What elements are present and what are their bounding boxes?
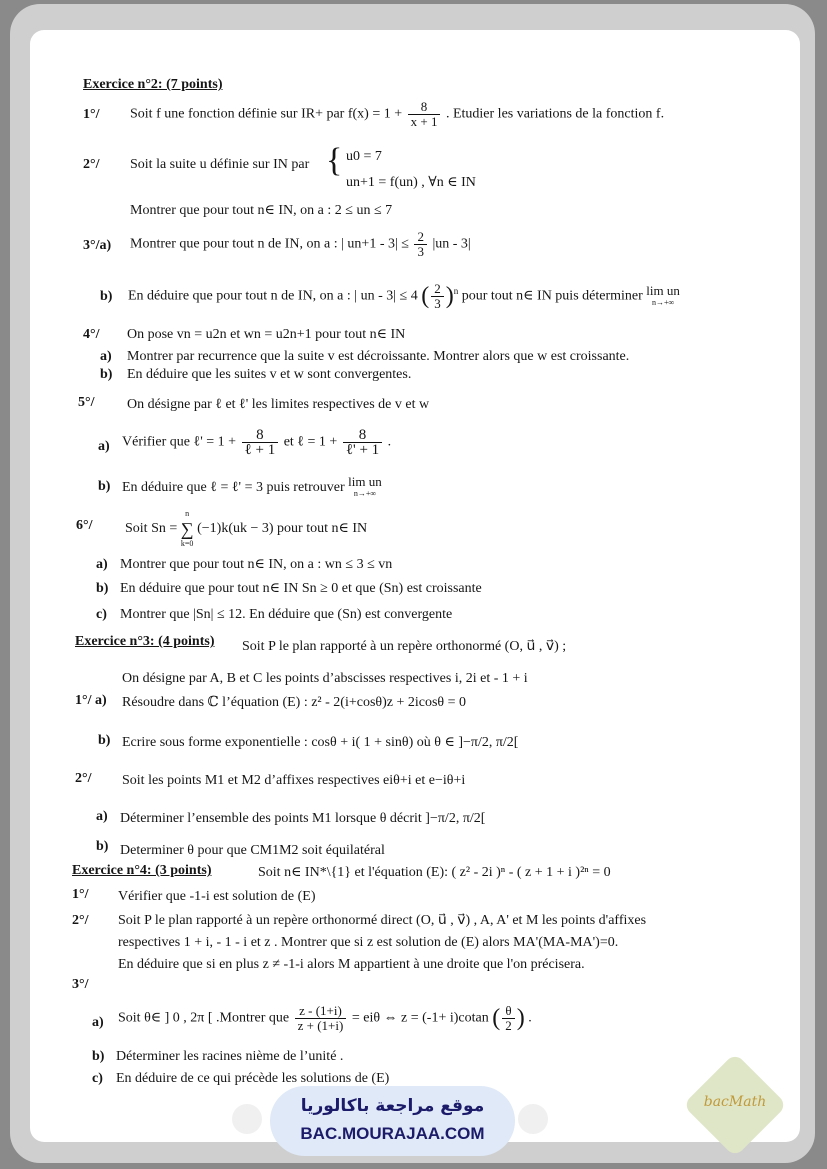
ex2-q4a-text: Montrer par recurrence que la suite v est décroissante. Montrer alors que w est croissante. bbox=[127, 349, 630, 364]
ex4-q3a-number: a) bbox=[92, 1015, 104, 1030]
sum-bottom: k=0 bbox=[180, 539, 194, 548]
ex3-q2a-text: Déterminer l’ensemble des points M1 lorsque θ décrit bbox=[120, 811, 422, 826]
ex2-q4b-number: b) bbox=[100, 367, 113, 382]
ex2-q4b-text: En déduire que les suites v et w sont convergentes. bbox=[127, 367, 412, 382]
sum-symbol bbox=[181, 508, 194, 550]
ex2-q1-text: Soit f une fonction définie sur IR+ par f(x) = 1 + bbox=[130, 106, 403, 122]
ex3-q1b bbox=[122, 734, 518, 751]
frac-num: z - (1+i) bbox=[295, 1004, 347, 1019]
frac-num: 8 bbox=[408, 100, 441, 115]
ex4-intro: Soit n∈ IN*\{1} et l'équation (E): ( z² - 2i )ⁿ - ( z + 1 + i )²ⁿ = 0 bbox=[258, 865, 611, 880]
ex3-q1a-number: 1°/ a) bbox=[75, 693, 107, 708]
ex4-q3a-mid: = eiθ ⇔ z = (-1+ i)cotan bbox=[351, 1010, 489, 1026]
bacmath-badge-text: bacMath bbox=[703, 1094, 767, 1110]
frac-den: z + (1+i) bbox=[297, 1018, 344, 1033]
ex4-q3a-text: Soit θ∈ ] 0 , 2π [ .Montrer que bbox=[118, 1010, 290, 1026]
ex2-q5a bbox=[122, 428, 391, 457]
ex2-q5a-text: Vérifier que ℓ' = 1 + bbox=[122, 434, 237, 450]
site-banner[interactable] bbox=[270, 1086, 515, 1156]
limit bbox=[646, 282, 680, 309]
ex2-q5-text: On désigne par ℓ et ℓ' les limites respectives de v et w bbox=[127, 397, 430, 412]
ex3-q1a-text: Résoudre dans ℂ l’équation (E) : z² - 2(i+cosθ)z + 2icosθ = 0 bbox=[122, 695, 467, 710]
ex2-q6-text: Soit Sn = bbox=[125, 521, 178, 537]
ex4-q3c-text: En déduire de ce qui précède les solutions de (E) bbox=[116, 1071, 390, 1086]
ex4-q2-line2: respectives 1 + i, - 1 - i et z . Montrer que si z est solution de (E) alors MA'(MA-MA')=0. bbox=[118, 935, 619, 950]
ex3-title: Exercice n°3: (4 points) bbox=[75, 634, 215, 649]
ex4-q1-text: Vérifier que -1-i est solution de (E) bbox=[118, 889, 316, 904]
paren-left: ( bbox=[421, 283, 430, 309]
ex4-q1-number: 1°/ bbox=[72, 887, 89, 902]
ex3-q1b-interval: ]−π/2, π/2[ bbox=[458, 735, 519, 750]
ex4-q2-line3: En déduire que si en plus z ≠ -1-i alors M appartient à une droite que l'on précisera. bbox=[118, 957, 585, 972]
ex2-q3a-number: 3°/a) bbox=[83, 238, 112, 253]
ex2-q5b-number: b) bbox=[98, 479, 111, 494]
frac-den: 2 bbox=[505, 1018, 512, 1033]
ex2-q5b bbox=[122, 476, 382, 500]
ex2-q1 bbox=[130, 100, 664, 129]
ex2-q3b bbox=[128, 282, 680, 311]
ex4-q3b-number: b) bbox=[92, 1049, 105, 1064]
frac-num: 2 bbox=[431, 282, 444, 297]
ex4-q3a bbox=[118, 1004, 532, 1033]
ex2-q3a bbox=[130, 230, 471, 259]
ex2-q5a-end: . bbox=[387, 434, 392, 450]
sigma: ∑ bbox=[180, 519, 194, 539]
ex3-intro2: On désigne par A, B et C les points d’abscisses respectives i, 2i et - 1 + i bbox=[122, 671, 528, 686]
ex3-q1b-text: Ecrire sous forme exponentielle : cosθ + i( 1 + sinθ) où θ ∈ bbox=[122, 735, 455, 750]
banner-arabic-title: موقع مراجعة باكالوريا bbox=[300, 1096, 485, 1116]
ex3-q2a-interval: ]−π/2, π/2[ bbox=[425, 811, 486, 826]
ex2-q6b-number: b) bbox=[96, 581, 109, 596]
ex2-q3b-fraction bbox=[431, 282, 444, 311]
frac-den: ℓ' + 1 bbox=[345, 442, 380, 458]
ex3-q1b-number: b) bbox=[98, 733, 111, 748]
ex2-q5-number: 5°/ bbox=[78, 395, 95, 410]
ex3-q2a bbox=[120, 810, 485, 827]
ex4-q3a-fraction bbox=[295, 1004, 347, 1033]
ex2-q3a-text: Montrer que pour tout n de IN, on a : | un+1 - 3| ≤ bbox=[130, 236, 409, 252]
ex2-q4-number: 4°/ bbox=[83, 327, 100, 342]
ex2-q2-statement: Montrer que pour tout n∈ IN, on a : 2 ≤ un ≤ 7 bbox=[130, 203, 393, 218]
frac-den: 3 bbox=[417, 244, 424, 259]
ex2-q2-system-line2: un+1 = f(un) , ∀n ∈ IN bbox=[346, 175, 476, 190]
ex2-q2-number: 2°/ bbox=[83, 157, 100, 172]
ex2-q6c-number: c) bbox=[96, 607, 107, 622]
ex3-q2-text: Soit les points M1 et M2 d’affixes respectives eiθ+i et e−iθ+i bbox=[122, 773, 466, 788]
system-brace: { bbox=[326, 142, 343, 179]
ex2-q2-text: Soit la suite u définie sur IN par bbox=[130, 157, 310, 172]
ex4-q3b-text: Déterminer les racines nième de l’unité . bbox=[116, 1049, 344, 1064]
ex2-q6c-text: Montrer que |Sn| ≤ 12. En déduire que (Sn) est convergente bbox=[120, 607, 453, 622]
frac-den: ℓ + 1 bbox=[244, 442, 276, 458]
ex2-q5b-text: En déduire que ℓ = ℓ' = 3 puis retrouver bbox=[122, 480, 345, 496]
exam-sheet bbox=[30, 30, 800, 1142]
frac-num: 8 bbox=[343, 428, 382, 443]
exponent: n bbox=[453, 286, 459, 297]
ex2-q1-fraction bbox=[408, 100, 441, 129]
ex4-q3c-number: c) bbox=[92, 1071, 103, 1086]
ex2-q3b-number: b) bbox=[100, 289, 113, 304]
frac-den: 3 bbox=[434, 296, 441, 311]
ex2-q3b-end: pour tout n∈ IN puis déterminer bbox=[461, 288, 643, 304]
site-logo-icon-right bbox=[518, 1104, 548, 1134]
ex2-q5a-number: a) bbox=[98, 439, 110, 454]
frac-num: θ bbox=[502, 1004, 515, 1019]
site-logo-icon bbox=[232, 1104, 262, 1134]
ex2-q5a-fraction1 bbox=[242, 428, 279, 457]
ex2-q6-sum: (−1)k(uk − 3) pour tout n∈ IN bbox=[197, 521, 368, 537]
ex4-q3a-fraction2 bbox=[502, 1004, 515, 1033]
ex2-q5a-fraction2 bbox=[343, 428, 382, 457]
ex2-q6b-text: En déduire que pour tout n∈ IN Sn ≥ 0 et que (Sn) est croissante bbox=[120, 581, 482, 596]
ex3-intro: Soit P le plan rapporté à un repère orthonormé (O, u⃗ , v⃗) ; bbox=[242, 639, 567, 654]
ex2-q3a-fraction bbox=[414, 230, 427, 259]
ex3-q2b-text: Determiner θ pour que CM1M2 soit équilatéral bbox=[120, 843, 385, 858]
ex2-q3b-text: En déduire que pour tout n de IN, on a : | un - 3| ≤ 4 bbox=[128, 288, 418, 304]
paren-left: ( bbox=[492, 1005, 501, 1031]
ex2-q1-text-end: . Etudier les variations de la fonction f. bbox=[445, 106, 665, 122]
ex4-title: Exercice n°4: (3 points) bbox=[72, 863, 212, 878]
ex2-q1-number: 1°/ bbox=[83, 107, 100, 122]
limit bbox=[348, 476, 382, 500]
limit-text: lim un bbox=[646, 282, 680, 298]
ex2-q6a-number: a) bbox=[96, 557, 108, 572]
frac-den: x + 1 bbox=[410, 114, 438, 129]
limit-under: n→+∞ bbox=[651, 297, 675, 307]
ex3-q2-number: 2°/ bbox=[75, 771, 92, 786]
ex4-q2-line1: Soit P le plan rapporté à un repère orthonormé direct (O, u⃗ , v⃗) , A, A' et M les points d'affixes bbox=[118, 913, 647, 928]
ex2-title: Exercice n°2: (7 points) bbox=[83, 77, 223, 92]
banner-url[interactable]: BAC.MOURAJAA.COM bbox=[300, 1124, 485, 1143]
ex4-q3a-end: . bbox=[528, 1010, 532, 1026]
ex3-q2a-number: a) bbox=[96, 809, 108, 824]
ex4-q3-number: 3°/ bbox=[72, 977, 89, 992]
frac-num: 2 bbox=[414, 230, 427, 245]
ex2-q4a-number: a) bbox=[100, 349, 112, 364]
ex4-q2-number: 2°/ bbox=[72, 913, 89, 928]
limit-text: lim un bbox=[348, 474, 382, 489]
ex2-q3a-end: |un - 3| bbox=[432, 236, 471, 252]
ex2-q5a-mid: et ℓ = 1 + bbox=[283, 434, 338, 450]
ex2-q4-text: On pose vn = u2n et wn = u2n+1 pour tout n∈ IN bbox=[127, 327, 406, 342]
ex2-q6-number: 6°/ bbox=[76, 518, 93, 533]
paren-right: ) bbox=[516, 1005, 525, 1031]
ex3-q2b-number: b) bbox=[96, 839, 109, 854]
limit-under: n→+∞ bbox=[353, 489, 377, 498]
paren-right: ) bbox=[445, 283, 454, 309]
ex2-q6a-text: Montrer que pour tout n∈ IN, on a : wn ≤ 3 ≤ vn bbox=[120, 557, 393, 572]
ex2-q6 bbox=[125, 508, 367, 550]
ex2-q2-system-line1: u0 = 7 bbox=[346, 149, 382, 164]
sum-top: n bbox=[185, 509, 190, 518]
frac-num: 8 bbox=[242, 428, 279, 443]
